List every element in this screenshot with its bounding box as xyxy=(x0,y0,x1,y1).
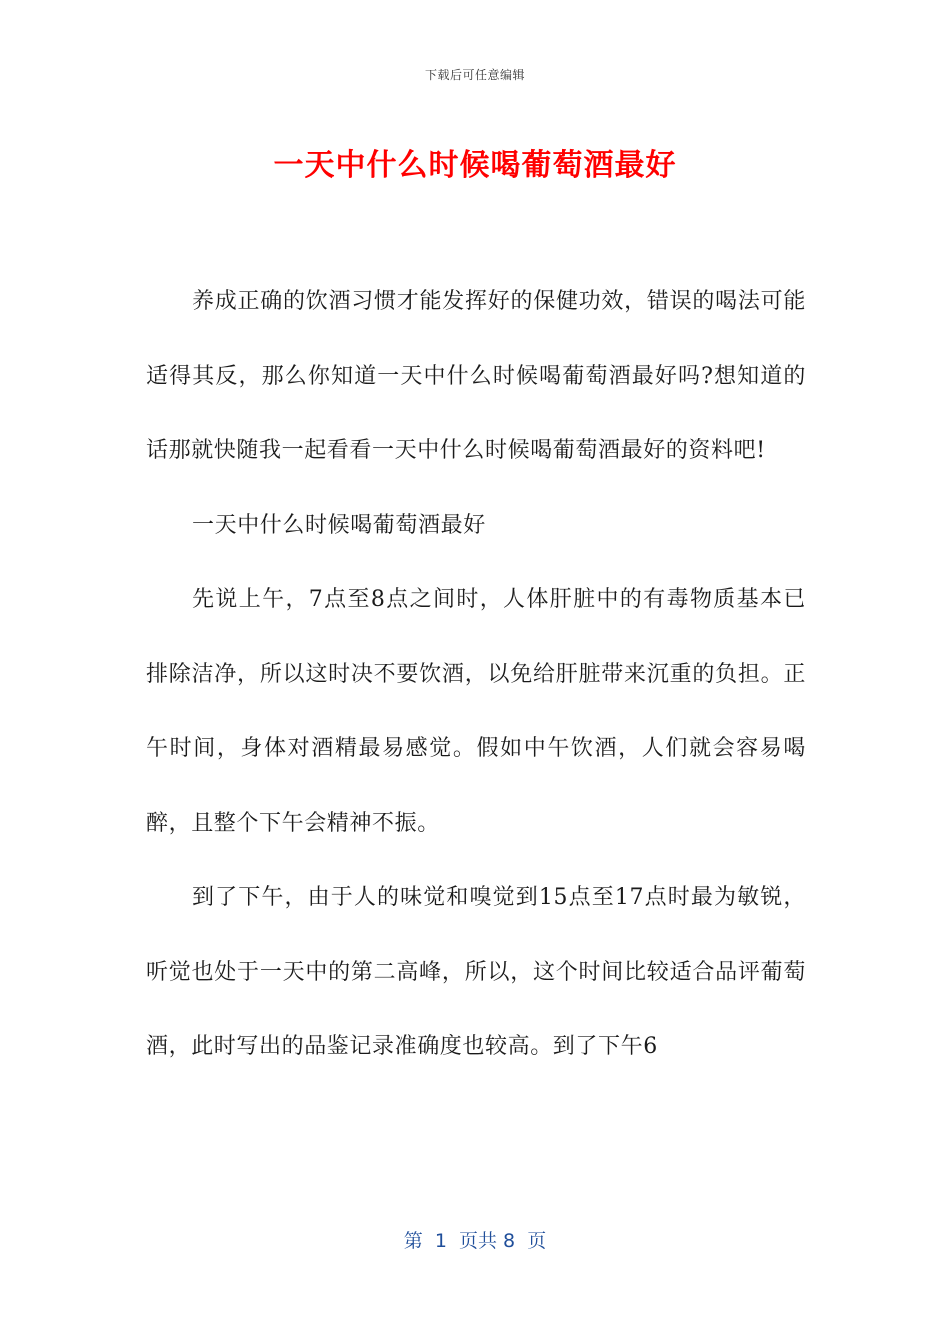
document-title: 一天中什么时候喝葡萄酒最好 xyxy=(273,148,677,183)
paragraph-subheading: 一天中什么时候喝葡萄酒最好 xyxy=(192,512,486,538)
paragraph-morning: 先说上午，7点至8点之间时，人体肝脏中的有毒物质基本已排除洁净，所以这时决不要饮酒，以免给肝脏带来沉重的负担。正午时间，身体对酒精最易感觉。假如中午饮酒，人们就会容易喝醉，且整个下午会精神不振。 xyxy=(146,587,806,836)
page-number-footer: 第 1 页共 8 页 xyxy=(403,1230,547,1252)
paragraph-afternoon: 到了下午，由于人的味觉和嗅觉到15点至17点时最为敏锐，听觉也处于一天中的第二高峰，所以，这个时间比较适合品评葡萄酒，此时写出的品鉴记录准确度也较高。到了下午6 xyxy=(146,885,806,1059)
header-note: 下载后可任意编辑 xyxy=(424,68,525,82)
document-body xyxy=(146,265,806,1085)
paragraph-intro: 养成正确的饮酒习惯才能发挥好的保健功效，错误的喝法可能适得其反，那么你知道一天中什么时候喝葡萄酒最好吗?想知道的话那就快随我一起看看一天中什么时候喝葡萄酒最好的资料吧! xyxy=(146,289,806,463)
